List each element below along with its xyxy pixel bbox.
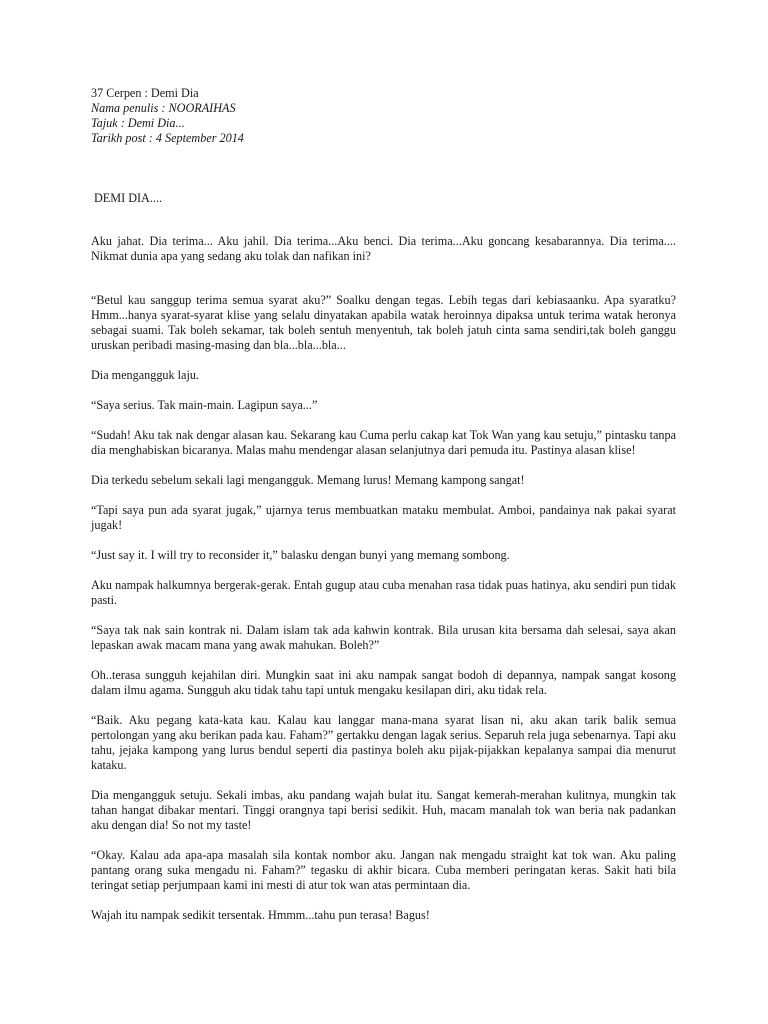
paragraph: “Okay. Kalau ada apa-apa masalah sila kontak nombor aku. Jangan nak mengadu straight kat tok wan. Aku paling pantang orang suka mengadu ni. Faham?” tegasku di akhir bicara. Cuba memberi peringatan keras. Sakit hati bila teringat setiap perjumpaan kami ini mesti di atur tok wan atas permintaan dia. (91, 848, 676, 892)
story-title: DEMI DIA.... (94, 191, 163, 205)
paragraph: Aku nampak halkumnya bergerak-gerak. Entah gugup atau cuba menahan rasa tidak puas hatinya, aku sendiri pun tidak pasti. (91, 578, 676, 607)
paragraph: Dia mengangguk laju. (91, 368, 199, 382)
paragraph: “Sudah! Aku tak nak dengar alasan kau. Sekarang kau Cuma perlu cakap kat Tok Wan yang kau setuju,” pintasku tanpa dia menghabiskan bicaranya. Malas mahu mendengar alasan selanjutnya dari pemuda itu. Pastinya alasan klise! (91, 428, 676, 457)
story-body (91, 234, 676, 938)
paragraph: Dia terkedu sebelum sekali lagi mengangguk. Memang lurus! Memang kampong sangat! (91, 473, 525, 487)
paragraph: “Baik. Aku pegang kata-kata kau. Kalau kau langgar mana-mana syarat lisan ni, aku akan tarik balik semua pertolongan yang aku berikan pada kau. Faham?” gertakku dengan lagak serius. Separuh rela juga sebenarnya. Tapi aku tahu, jejaka kampong yang lurus bendul seperti dia pastinya boleh aku pijak-pijakkan kepalanya sampai dia menurut kataku. (91, 713, 676, 772)
paragraph: “Saya tak nak sain kontrak ni. Dalam islam tak ada kahwin kontrak. Bila urusan kita bersama dah selesai, saya akan lepaskan awak macam mana yang awak mahukan. Boleh?” (91, 623, 676, 652)
paragraph: “Just say it. I will try to reconsider it,” balasku dengan bunyi yang memang sombong. (91, 548, 510, 562)
author-line: Nama penulis : NOORAIHAS (91, 101, 236, 115)
post-metadata (91, 86, 244, 146)
paragraph: Oh..terasa sungguh kejahilan diri. Mungkin saat ini aku nampak sangat bodoh di depannya, nampak sangat kosong dalam ilmu agama. Sungguh aku tidak tahu tapi untuk mengaku kesilapan diri, aku tidak rela. (91, 668, 676, 697)
topic-line: Tajuk : Demi Dia... (91, 116, 185, 130)
post-date-line: Tarikh post : 4 September 2014 (91, 131, 244, 145)
collection-title: 37 Cerpen : Demi Dia (91, 86, 199, 100)
paragraph: “Betul kau sanggup terima semua syarat aku?” Soalku dengan tegas. Lebih tegas dari kebiasaanku. Apa syaratku? Hmm...hanya syarat-syarat klise yang selalu dinyatakan apabila watak heroinnya dipaksa untuk terima watak heronya sebagai suami. Tak boleh sekamar, tak boleh sentuh menyentuh, tak boleh jatuh cinta sama sendiri,tak boleh ganggu uruskan peribadi masing-masing dan bla...bla...bla... (91, 293, 676, 352)
paragraph: Aku jahat. Dia terima... Aku jahil. Dia terima...Aku benci. Dia terima...Aku goncang kesabarannya. Dia terima.... Nikmat dunia apa yang sedang aku tolak dan nafikan ini? (91, 234, 676, 263)
paragraph: Wajah itu nampak sedikit tersentak. Hmmm...tahu pun terasa! Bagus! (91, 908, 430, 922)
paragraph: “Tapi saya pun ada syarat jugak,” ujarnya terus membuatkan mataku membulat. Amboi, pandainya nak pakai syarat jugak! (91, 503, 676, 532)
paragraph: “Saya serius. Tak main-main. Lagipun saya...” (91, 398, 318, 412)
paragraph: Dia mengangguk setuju. Sekali imbas, aku pandang wajah bulat itu. Sangat kemerah-merahan kulitnya, mungkin tak tahan hangat dibakar mentari. Tinggi orangnya tapi berisi sedikit. Huh, macam manalah tok wan beria nak padankan aku dengan dia! So not my taste! (91, 788, 676, 832)
